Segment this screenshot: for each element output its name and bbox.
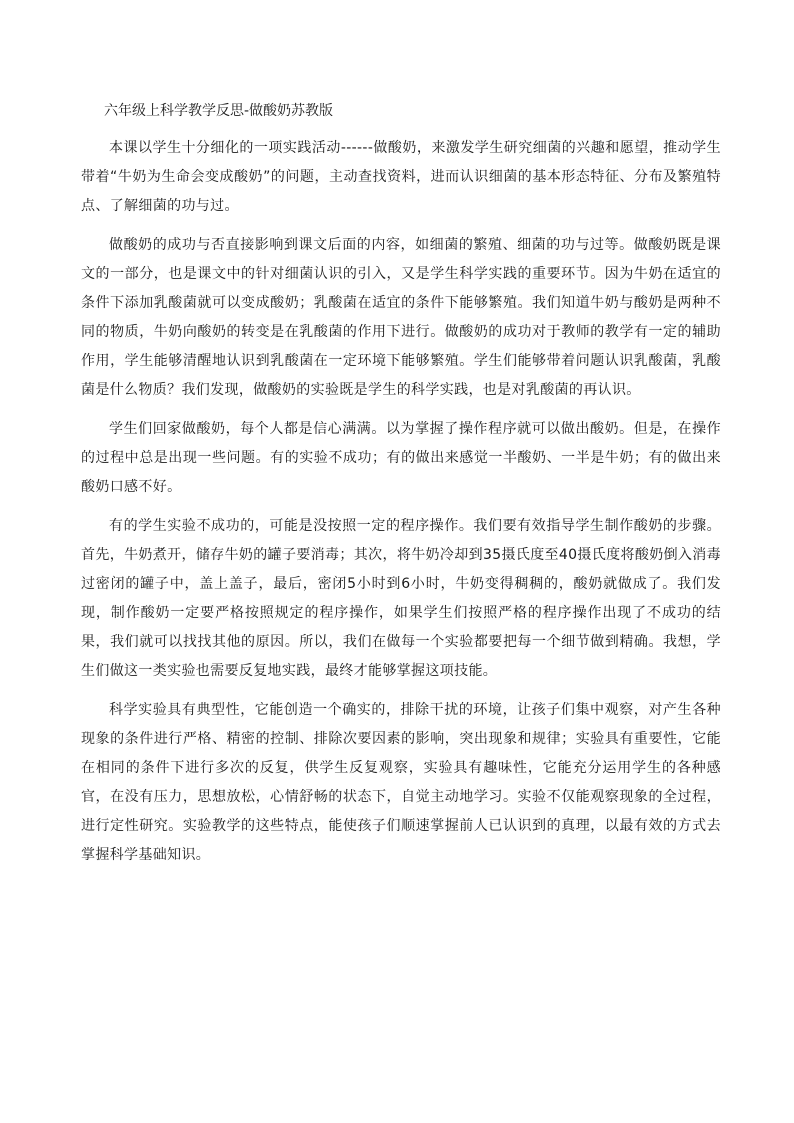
document-title: 六年级上科学教学反思-做酸奶苏教版 xyxy=(104,103,334,119)
paragraph-problems: 学生们回家做酸奶，每个人都是信心满满。以为掌握了操作程序就可以做出酸奶。但是，在操作的过程中总是出现一些问题。有的实验不成功；有的做出来感觉一半酸奶、一半是牛奶；有的做出来酸奶口感不好。 xyxy=(81,421,721,495)
paragraph-procedure: 有的学生实验不成功的，可能是没按照一定的程序操作。我们要有效指导学生制作酸奶的步骤。首先，牛奶煮开，储存牛奶的罐子要消毒；其次，将牛奶冷却到35摄氏度至40摄氏度将酸奶倒入消毒过密闭的罐子中，盖上盖子，最后，密闭5小时到6小时，牛奶变得稠稠的，酸奶就做成了。我们发现，制作酸奶一定要严格按照规定的程序操作，如果学生们按照严格的程序操作出现了不成功的结果，我们就可以找找其他的原因。所以，我们在做每一个实验都要把每一个细节做到精确。我想，学生们做这一类实验也需要反复地实践，最终才能够掌握这项技能。 xyxy=(81,518,721,679)
paragraph-experiment-features: 科学实验具有典型性，它能创造一个确实的，排除干扰的环境，让孩子们集中观察，对产生各种现象的条件进行严格、精密的控制、排除次要因素的影响，突出现象和规律；实验具有重要性，它能在相同的条件下进行多次的反复，供学生反复观察，实验具有趣味性，它能充分运用学生的各种感官，在没有压力，思想放松，心情舒畅的状态下，自觉主动地学习。实验不仅能观察现象的全过程，进行定性研究。实验教学的这些特点，能使孩子们顺速掌握前人已认识到的真理，以最有效的方式去掌握科学基础知识。 xyxy=(81,702,721,863)
paragraph-intro: 本课以学生十分细化的一项实践活动------做酸奶，来激发学生研究细菌的兴趣和愿望，推动学生带着“牛奶为生命会变成酸奶”的问题，主动查找资料，进而认识细菌的基本形态特征、分布及繁殖特点、了解细菌的功与过。 xyxy=(81,140,721,214)
paragraph-importance: 做酸奶的成功与否直接影响到课文后面的内容，如细菌的繁殖、细菌的功与过等。做酸奶既是课文的一部分，也是课文中的针对细菌认识的引入，又是学生科学实践的重要环节。因为牛奶在适宜的条件下添加乳酸菌就可以变成酸奶；乳酸菌在适宜的条件下能够繁殖。我们知道牛奶与酸奶是两种不同的物质，牛奶向酸奶的转变是在乳酸菌的作用下进行。做酸奶的成功对于教师的教学有一定的辅助作用，学生能够清醒地认识到乳酸菌在一定环境下能够繁殖。学生们能够带着问题认识乳酸菌，乳酸菌是什么物质？我们发现，做酸奶的实验既是学生的科学实践，也是对乳酸菌的再认识。 xyxy=(81,237,721,398)
document-body xyxy=(81,98,721,870)
